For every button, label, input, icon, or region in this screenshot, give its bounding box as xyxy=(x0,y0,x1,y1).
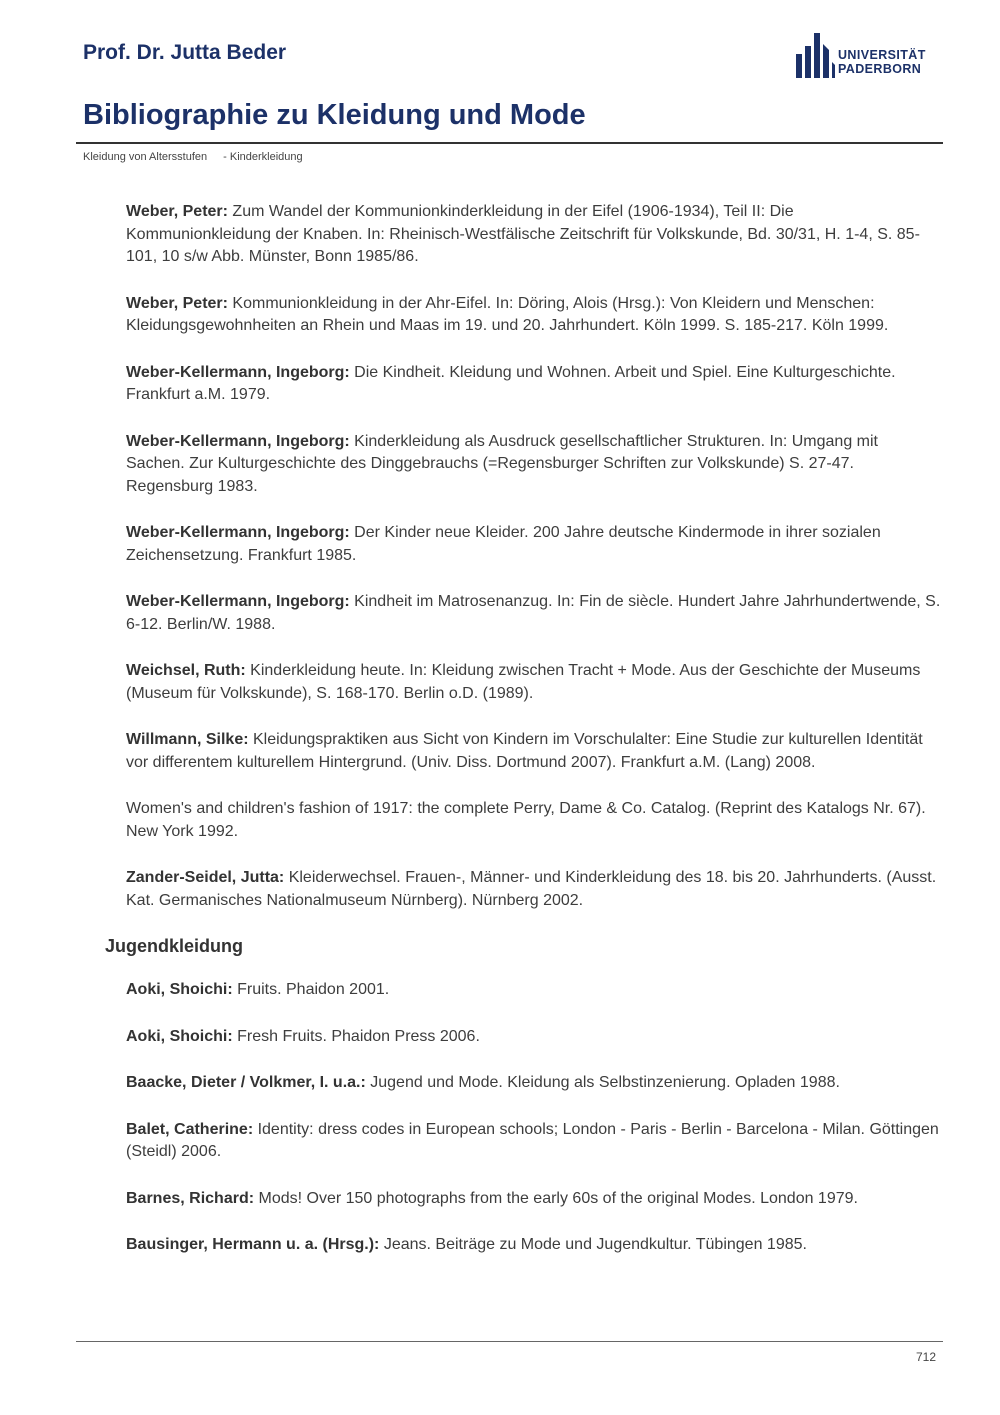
entry-citation: Die Kindheit. Kleidung und Wohnen. Arbeit und Spiel. Eine Kulturgeschichte. Frankfurt a.M. 1979. xyxy=(126,363,896,403)
entry-author: Weber-Kellermann, Ingeborg: xyxy=(126,363,350,381)
bibliography-entry xyxy=(126,1072,941,1095)
bibliography-entry xyxy=(126,660,941,705)
bibliography-entry xyxy=(126,979,941,1002)
entry-citation: Kinderkleidung als Ausdruck gesellschaftlicher Strukturen. In: Umgang mit Sachen. Zur Kulturgeschichte des Dinggebrauchs (=Regensburger Schriften zur Volkskunde) S. 27-47. Regensburg 1983. xyxy=(126,432,878,495)
bibliography-section-jugendkleidung xyxy=(126,979,941,1257)
page-title: Bibliographie zu Kleidung und Mode xyxy=(83,99,586,131)
bibliography-section-kinderkleidung xyxy=(126,201,941,912)
bibliography-list xyxy=(105,201,941,1281)
bibliography-entry xyxy=(126,1188,941,1211)
entry-citation: Fruits. Phaidon 2001. xyxy=(232,981,390,998)
bibliography-entry xyxy=(126,1026,941,1049)
entry-citation: Der Kinder neue Kleider. 200 Jahre deutsche Kindermode in ihrer sozialen Zeichensetzung. Frankfurt 1985. xyxy=(126,524,881,564)
bibliography-entry xyxy=(126,362,941,407)
entry-citation: Jeans. Beiträge zu Mode und Jugendkultur. Tübingen 1985. xyxy=(379,1236,807,1253)
entry-author: Baacke, Dieter / Volkmer, I. u.a.: xyxy=(126,1074,366,1091)
entry-author: Weichsel, Ruth: xyxy=(126,662,246,679)
bibliography-entry xyxy=(126,201,941,269)
entry-author: Weber-Kellermann, Ingeborg: xyxy=(126,432,350,450)
entry-author: Aoki, Shoichi: xyxy=(126,981,233,998)
logo-line-2: PADERBORN xyxy=(838,62,922,76)
bibliography-entry xyxy=(126,1119,941,1164)
entry-author: Weber, Peter: xyxy=(126,294,228,312)
bibliography-entry xyxy=(126,591,941,636)
breadcrumb-item-category: Kleidung von Altersstufen xyxy=(83,151,208,163)
university-logo-icon xyxy=(795,32,835,80)
entry-author: Aoki, Shoichi: xyxy=(126,1027,233,1045)
bibliography-entry xyxy=(126,522,941,567)
entry-author: Barnes, Richard: xyxy=(126,1189,255,1207)
entry-author: Willmann, Silke: xyxy=(126,731,249,748)
entry-author: Weber-Kellermann, Ingeborg: xyxy=(126,524,350,541)
page-number: 712 xyxy=(915,1350,936,1364)
entry-citation: Kleidungspraktiken aus Sicht von Kindern im Vorschulalter: Eine Studie zur kulturellen Identität vor differentem kulturellem Hintergrund. (Univ. Diss. Dortmund 2007). Frankfurt a.M. (Lang) 2008. xyxy=(126,731,923,771)
bibliography-entry xyxy=(126,431,941,499)
entry-author: Weber-Kellermann, Ingeborg: xyxy=(126,593,350,610)
entry-citation: Kindheit im Matrosenanzug. In: Fin de siècle. Hundert Jahre Jahrhundertwende, S. 6-12. Berlin/W. 1988. xyxy=(126,593,941,633)
document-author: Prof. Dr. Jutta Beder xyxy=(83,41,287,64)
entry-citation: Women's and children's fashion of 1917: the complete Perry, Dame & Co. Catalog. (Reprint des Katalogs Nr. 67). New York 1992. xyxy=(126,800,926,840)
bibliography-entry xyxy=(126,729,941,774)
university-logo xyxy=(795,32,935,80)
entry-author: Weber, Peter: xyxy=(126,203,228,220)
bibliography-entry xyxy=(126,798,941,843)
header-divider xyxy=(76,142,943,144)
entry-citation: Fresh Fruits. Phaidon Press 2006. xyxy=(232,1027,480,1045)
entry-citation: Kommunionkleidung in der Ahr-Eifel. In: Döring, Alois (Hrsg.): Von Kleidern und Menschen: Kleidungsgewohnheiten an Rhein und Maas im 19. und 20. Jahrhundert. Köln 1999. S. 185-217. Köln 1999. xyxy=(126,294,889,334)
entry-citation: Zum Wandel der Kommunionkinderkleidung in der Eifel (1906-1934), Teil II: Die Kommunionkleidung der Knaben. In: Rheinisch-Westfälische Zeitschrift für Volkskunde, Bd. 30/31, H. 1-4, S. 85-101, 10 s/w Abb. Münster, Bonn 1985/86. xyxy=(126,203,920,265)
entry-citation: Identity: dress codes in European schools; London - Paris - Berlin - Barcelona - Milan. Göttingen (Steidl) 2006. xyxy=(126,1120,939,1160)
bibliography-entry xyxy=(126,293,941,338)
footer-divider xyxy=(76,1341,943,1342)
logo-line-1: UNIVERSITÄT xyxy=(838,48,926,62)
entry-author: Zander-Seidel, Jutta: xyxy=(126,869,285,886)
entry-author: Bausinger, Hermann u. a. (Hrsg.): xyxy=(126,1236,380,1253)
entry-citation: Kinderkleidung heute. In: Kleidung zwischen Tracht + Mode. Aus der Geschichte der Museums (Museum für Volkskunde), S. 168-170. Berlin o.D. (1989). xyxy=(126,662,921,702)
bibliography-entry xyxy=(126,867,941,912)
bibliography-entry xyxy=(126,1234,941,1257)
entry-citation: Jugend und Mode. Kleidung als Selbstinzenierung. Opladen 1988. xyxy=(365,1074,840,1091)
breadcrumb-item-subcategory: - Kinderkleidung xyxy=(223,151,303,163)
entry-author: Balet, Catherine: xyxy=(126,1120,254,1138)
entry-citation: Kleiderwechsel. Frauen-, Männer- und Kinderkleidung des 18. bis 20. Jahrhunderts. (Ausst. Kat. Germanisches Nationalmuseum Nürnberg). Nürnberg 2002. xyxy=(126,869,937,909)
breadcrumb xyxy=(83,151,303,163)
section-heading: Jugendkleidung xyxy=(105,936,244,956)
entry-citation: Mods! Over 150 photographs from the early 60s of the original Modes. London 1979. xyxy=(254,1189,858,1207)
